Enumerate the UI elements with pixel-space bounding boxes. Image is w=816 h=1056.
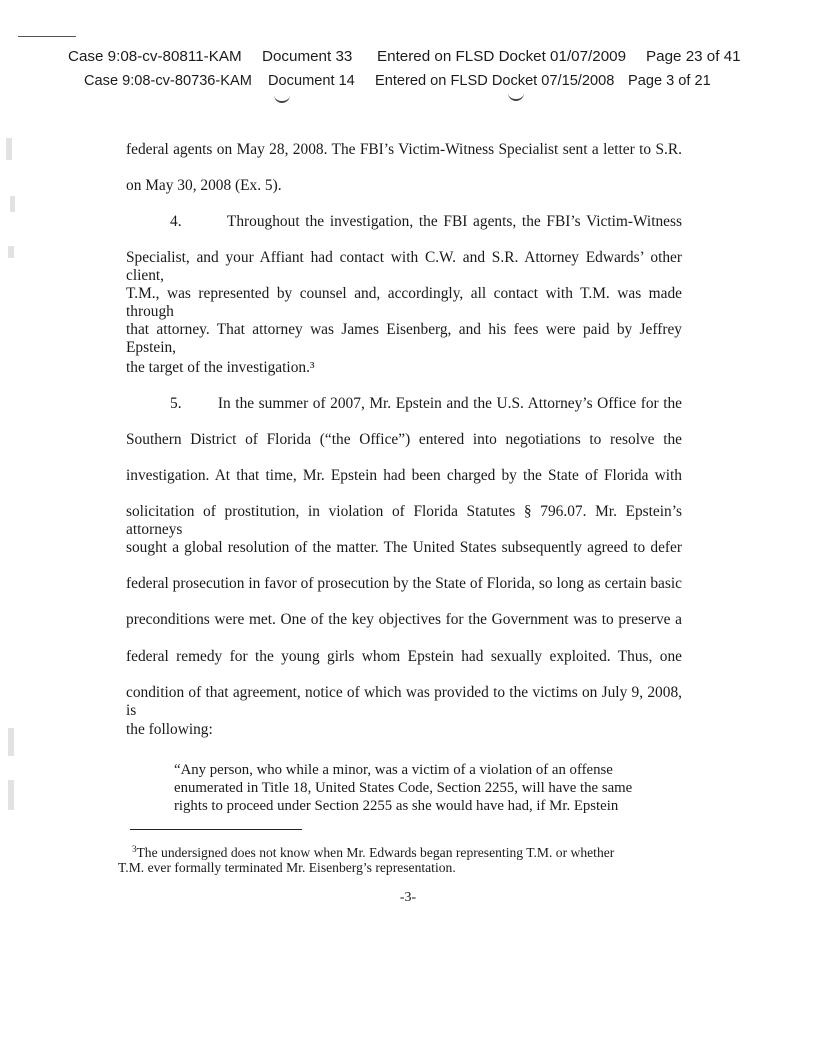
- stamp-entered-date: Entered on FLSD Docket 07/15/2008: [375, 73, 615, 89]
- footnote-marker: 3: [132, 844, 137, 854]
- stamp-page-count: Page 3 of 21: [628, 73, 711, 89]
- body-line: federal prosecution in favor of prosecution by the State of Florida, so long as certain basic: [126, 575, 682, 592]
- paragraph-5-start: 5. In the summer of 2007, Mr. Epstein and the U.S. Attorney’s Office for the: [170, 395, 682, 412]
- body-line: preconditions were met. One of the key objectives for the Government was to preserve a: [126, 611, 682, 628]
- stamp-case-number: Case 9:08-cv-80736-KAM: [84, 73, 252, 89]
- scan-artifact: [10, 196, 15, 212]
- stamp-entered-date: Entered on FLSD Docket 01/07/2009: [377, 48, 627, 65]
- quote-line: “Any person, who while a minor, was a victim of a violation of an offense: [174, 762, 613, 778]
- body-line: T.M., was represented by counsel and, accordingly, all contact with T.M. was made through: [126, 285, 682, 320]
- footnote-line: [132, 841, 692, 861]
- stamp-page-count: Page 23 of 41: [646, 48, 741, 65]
- scan-artifact: [8, 728, 14, 756]
- scan-artifact: [8, 246, 14, 258]
- scan-artifact: [6, 138, 12, 160]
- body-line: investigation. At that time, Mr. Epstein had been charged by the State of Florida with: [126, 467, 682, 484]
- top-rule: [18, 36, 76, 37]
- scan-artifact: [8, 780, 14, 810]
- footnote-separator: [130, 829, 302, 830]
- stamp-document-number: Document 14: [268, 73, 355, 89]
- body-line: the target of the investigation.³: [126, 359, 315, 376]
- body-line: solicitation of prostitution, in violation of Florida Statutes § 796.07. Mr. Epstein’s attorneys: [126, 503, 682, 538]
- body-line: Specialist, and your Affiant had contact with C.W. and S.R. Attorney Edwards’ other client,: [126, 249, 682, 284]
- body-line: on May 30, 2008 (Ex. 5).: [126, 177, 282, 194]
- stamp-case-number: Case 9:08-cv-80811-KAM: [68, 48, 242, 65]
- page-number: -3-: [399, 890, 417, 905]
- body-line: federal remedy for the young girls whom Epstein had sexually exploited. Thus, one: [126, 648, 682, 665]
- stamp-tick-mark: [508, 93, 524, 101]
- body-line: sought a global resolution of the matter. The United States subsequently agreed to defer: [126, 539, 682, 556]
- footnote-line: T.M. ever formally terminated Mr. Eisenberg’s representation.: [118, 860, 456, 875]
- body-line: condition of that agreement, notice of which was provided to the victims on July 9, 2008, is: [126, 684, 682, 719]
- stamp-document-number: Document 33: [262, 48, 353, 65]
- body-line: that attorney. That attorney was James Eisenberg, and his fees were paid by Jeffrey Epstein,: [126, 321, 682, 356]
- footnote-text: The undersigned does not know when Mr. Edwards began representing T.M. or whether: [136, 845, 615, 860]
- stamp-tick-mark: [274, 95, 290, 103]
- quote-line: rights to proceed under Section 2255 as she would have had, if Mr. Epstein: [174, 798, 619, 814]
- body-line: the following:: [126, 721, 213, 738]
- body-line: Southern District of Florida (“the Office”) entered into negotiations to resolve the: [126, 431, 682, 448]
- quote-line: enumerated in Title 18, United States Code, Section 2255, will have the same: [174, 780, 633, 796]
- paragraph-4-start: 4. Throughout the investigation, the FBI agents, the FBI’s Victim-Witness: [170, 213, 682, 230]
- body-line: federal agents on May 28, 2008. The FBI’s Victim-Witness Specialist sent a letter to S.R.: [126, 141, 682, 158]
